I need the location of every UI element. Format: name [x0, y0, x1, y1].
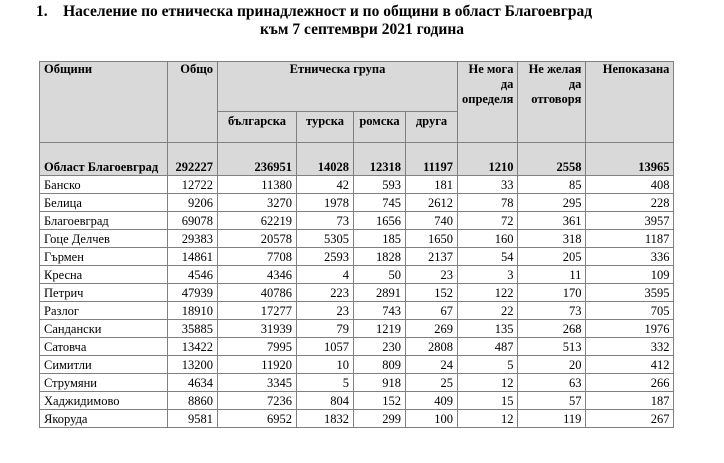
- cell-value: 85: [518, 176, 586, 194]
- cell-value: 12: [458, 374, 518, 392]
- municipality-name: Гоце Делчев: [40, 230, 168, 248]
- municipality-name: Струмяни: [40, 374, 168, 392]
- cell-value: 73: [518, 302, 586, 320]
- total-value: 292227: [168, 143, 218, 176]
- header-not-shown: Непоказана: [586, 62, 674, 143]
- cell-value: 361: [518, 212, 586, 230]
- cell-value: 2137: [406, 248, 458, 266]
- cell-value: 804: [297, 392, 354, 410]
- table-row: [40, 266, 674, 284]
- cell-value: 33: [458, 176, 518, 194]
- municipality-name: Хаджидимово: [40, 392, 168, 410]
- cell-value: 3957: [586, 212, 674, 230]
- cell-value: 13422: [168, 338, 218, 356]
- municipality-name: Разлог: [40, 302, 168, 320]
- total-value: 14028: [297, 143, 354, 176]
- total-row: [40, 143, 674, 176]
- cell-value: 1656: [354, 212, 406, 230]
- total-value: 12318: [354, 143, 406, 176]
- cell-value: 78: [458, 194, 518, 212]
- cell-value: 20: [518, 356, 586, 374]
- cell-value: 2612: [406, 194, 458, 212]
- cell-value: 230: [354, 338, 406, 356]
- total-value: 13965: [586, 143, 674, 176]
- municipality-name: Благоевград: [40, 212, 168, 230]
- cell-value: 14861: [168, 248, 218, 266]
- cell-value: 23: [406, 266, 458, 284]
- cell-value: 3595: [586, 284, 674, 302]
- cell-value: 2593: [297, 248, 354, 266]
- cell-value: 4: [297, 266, 354, 284]
- cell-value: 40786: [218, 284, 297, 302]
- cell-value: 10: [297, 356, 354, 374]
- cell-value: 15: [458, 392, 518, 410]
- cell-value: 740: [406, 212, 458, 230]
- cell-value: 160: [458, 230, 518, 248]
- header-ethnic-group: Етническа група: [218, 62, 458, 112]
- cell-value: 336: [586, 248, 674, 266]
- title-text: Население по етническа принадлежност и по общини в област Благоевград: [63, 3, 593, 20]
- cell-value: 1057: [297, 338, 354, 356]
- cell-value: 743: [354, 302, 406, 320]
- cell-value: 12722: [168, 176, 218, 194]
- table-row: [40, 320, 674, 338]
- cell-value: 3345: [218, 374, 297, 392]
- cell-value: 73: [297, 212, 354, 230]
- cell-value: 266: [586, 374, 674, 392]
- header-municipality: Общини: [40, 62, 168, 143]
- cell-value: 1832: [297, 410, 354, 428]
- cell-value: 7708: [218, 248, 297, 266]
- cell-value: 135: [458, 320, 518, 338]
- header-total: Общо: [168, 62, 218, 143]
- table-row: [40, 410, 674, 428]
- cell-value: 13200: [168, 356, 218, 374]
- cell-value: 1978: [297, 194, 354, 212]
- cell-value: 12: [458, 410, 518, 428]
- table-row: [40, 212, 674, 230]
- municipality-name: Якоруда: [40, 410, 168, 428]
- cell-value: 109: [586, 266, 674, 284]
- cell-value: 4346: [218, 266, 297, 284]
- total-value: 2558: [518, 143, 586, 176]
- total-value: 1210: [458, 143, 518, 176]
- cell-value: 228: [586, 194, 674, 212]
- cell-value: 918: [354, 374, 406, 392]
- cell-value: 409: [406, 392, 458, 410]
- table-row: [40, 248, 674, 266]
- header-cannot-determine: Не мога да определя: [458, 62, 518, 143]
- cell-value: 6952: [218, 410, 297, 428]
- cell-value: 3270: [218, 194, 297, 212]
- municipality-name: Белица: [40, 194, 168, 212]
- header-not-willing: Не желая да отговоря: [518, 62, 586, 143]
- cell-value: 181: [406, 176, 458, 194]
- cell-value: 2891: [354, 284, 406, 302]
- cell-value: 67: [406, 302, 458, 320]
- header-bulgarian: българска: [218, 112, 297, 143]
- cell-value: 11380: [218, 176, 297, 194]
- cell-value: 24: [406, 356, 458, 374]
- table-row: [40, 230, 674, 248]
- cell-value: 50: [354, 266, 406, 284]
- cell-value: 31939: [218, 320, 297, 338]
- table-row: [40, 302, 674, 320]
- cell-value: 299: [354, 410, 406, 428]
- cell-value: 268: [518, 320, 586, 338]
- table-row: [40, 284, 674, 302]
- table-row: [40, 338, 674, 356]
- cell-value: 295: [518, 194, 586, 212]
- cell-value: 152: [406, 284, 458, 302]
- cell-value: 4546: [168, 266, 218, 284]
- cell-value: 7236: [218, 392, 297, 410]
- cell-value: 1650: [406, 230, 458, 248]
- header-other: друга: [406, 112, 458, 143]
- cell-value: 35885: [168, 320, 218, 338]
- cell-value: 170: [518, 284, 586, 302]
- cell-value: 23: [297, 302, 354, 320]
- cell-value: 1976: [586, 320, 674, 338]
- cell-value: 7995: [218, 338, 297, 356]
- cell-value: 809: [354, 356, 406, 374]
- table-row: [40, 176, 674, 194]
- cell-value: 205: [518, 248, 586, 266]
- title-line-2: към 7 септември 2021 година: [259, 21, 465, 38]
- title-number: 1.: [36, 3, 48, 20]
- table-row: [40, 392, 674, 410]
- municipality-name: Банско: [40, 176, 168, 194]
- cell-value: 332: [586, 338, 674, 356]
- cell-value: 42: [297, 176, 354, 194]
- cell-value: 47939: [168, 284, 218, 302]
- cell-value: 100: [406, 410, 458, 428]
- municipality-name: Петрич: [40, 284, 168, 302]
- cell-value: 187: [586, 392, 674, 410]
- cell-value: 57: [518, 392, 586, 410]
- cell-value: 11: [518, 266, 586, 284]
- table-row: [40, 356, 674, 374]
- cell-value: 185: [354, 230, 406, 248]
- municipality-name: Симитли: [40, 356, 168, 374]
- cell-value: 18910: [168, 302, 218, 320]
- cell-value: 22: [458, 302, 518, 320]
- table-row: [40, 374, 674, 392]
- cell-value: 17277: [218, 302, 297, 320]
- cell-value: 1219: [354, 320, 406, 338]
- cell-value: 79: [297, 320, 354, 338]
- cell-value: 11920: [218, 356, 297, 374]
- cell-value: 69078: [168, 212, 218, 230]
- municipality-name: Сатовча: [40, 338, 168, 356]
- cell-value: 269: [406, 320, 458, 338]
- cell-value: 62219: [218, 212, 297, 230]
- cell-value: 4634: [168, 374, 218, 392]
- cell-value: 412: [586, 356, 674, 374]
- total-value: 236951: [218, 143, 297, 176]
- cell-value: 25: [406, 374, 458, 392]
- cell-value: 5: [297, 374, 354, 392]
- table-row: [40, 194, 674, 212]
- cell-value: 5305: [297, 230, 354, 248]
- total-name: Област Благоевград: [40, 143, 168, 176]
- cell-value: 8860: [168, 392, 218, 410]
- cell-value: 513: [518, 338, 586, 356]
- cell-value: 487: [458, 338, 518, 356]
- municipality-name: Гърмен: [40, 248, 168, 266]
- cell-value: 63: [518, 374, 586, 392]
- cell-value: 152: [354, 392, 406, 410]
- cell-value: 745: [354, 194, 406, 212]
- cell-value: 267: [586, 410, 674, 428]
- cell-value: 2808: [406, 338, 458, 356]
- cell-value: 9206: [168, 194, 218, 212]
- title-line-1: [36, 3, 592, 21]
- cell-value: 408: [586, 176, 674, 194]
- cell-value: 1828: [354, 248, 406, 266]
- cell-value: 705: [586, 302, 674, 320]
- cell-value: 9581: [168, 410, 218, 428]
- municipality-name: Кресна: [40, 266, 168, 284]
- cell-value: 122: [458, 284, 518, 302]
- population-table: [39, 61, 674, 428]
- total-value: 11197: [406, 143, 458, 176]
- cell-value: 5: [458, 356, 518, 374]
- cell-value: 1187: [586, 230, 674, 248]
- municipality-name: Сандански: [40, 320, 168, 338]
- cell-value: 223: [297, 284, 354, 302]
- cell-value: 3: [458, 266, 518, 284]
- cell-value: 72: [458, 212, 518, 230]
- header-turkish: турска: [297, 112, 354, 143]
- cell-value: 29383: [168, 230, 218, 248]
- cell-value: 593: [354, 176, 406, 194]
- cell-value: 20578: [218, 230, 297, 248]
- header-row-1: [40, 62, 674, 112]
- cell-value: 119: [518, 410, 586, 428]
- cell-value: 318: [518, 230, 586, 248]
- header-roma: ромска: [354, 112, 406, 143]
- cell-value: 54: [458, 248, 518, 266]
